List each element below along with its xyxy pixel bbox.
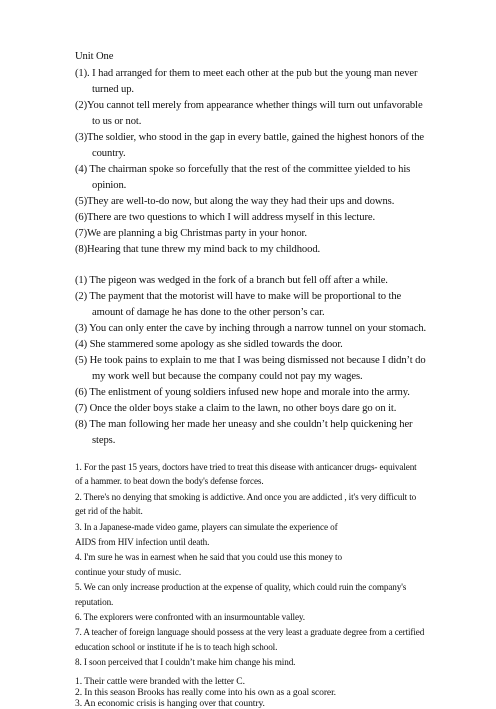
sentence-line: 1. Their cattle were branded with the letter C. <box>75 676 245 687</box>
sentence-line: 4. I'm sure he was in earnest when he said that you could use this money to <box>75 552 342 562</box>
sentence-line: 7. A teacher of foreign language should possess at the very least a graduate degree from a certified <box>75 627 425 637</box>
sentence-line: (8) The man following her made her uneasy and she couldn’t help quickening her <box>75 419 413 430</box>
sentence-line: (6) The enlistment of young soldiers infused new hope and morale into the army. <box>75 387 410 398</box>
sentence-line: of a hammer. to beat down the body's defense forces. <box>75 476 264 486</box>
sentence-line: continue your study of music. <box>75 567 181 577</box>
sentence-line: (4) The chairman spoke so forcefully that the rest of the committee yielded to his <box>75 164 411 175</box>
sentence-line: 2. In this season Brooks has really come into his own as a goal scorer. <box>75 687 336 698</box>
sentence-line: (1) The pigeon was wedged in the fork of a branch but fell off after a while. <box>75 275 388 286</box>
sentence-line: to us or not. <box>92 116 142 127</box>
sentence-line: country. <box>92 148 126 159</box>
unit-title: Unit One <box>75 51 114 62</box>
sentence-line: 3. An economic crisis is hanging over that country. <box>75 698 265 709</box>
sentence-line: (4) She stammered some apology as she sidled towards the door. <box>75 339 343 350</box>
sentence-line: amount of damage he has done to the other person’s car. <box>92 307 325 318</box>
sentence-line: (5) He took pains to explain to me that I was being dismissed not because I didn’t do <box>75 355 426 366</box>
sentence-line: 2. There's no denying that smoking is addictive. And once you are addicted , it's very difficult to <box>75 492 417 502</box>
sentence-line: 1. For the past 15 years, doctors have tried to treat this disease with anticancer drugs- equivalent <box>75 462 417 472</box>
sentence-line: (8)Hearing that tune threw my mind back to my childhood. <box>75 244 321 255</box>
sentence-line: (1). I had arranged for them to meet each other at the pub but the young man never <box>75 68 418 79</box>
sentence-line: (7) Once the older boys stake a claim to the lawn, no other boys dare go on it. <box>75 403 397 414</box>
sentence-line: 5. We can only increase production at the expense of quality, which could ruin the company's <box>75 582 407 592</box>
sentence-line: education school or institute if he is to teach high school. <box>75 642 278 652</box>
sentence-line: AIDS from HIV infection until death. <box>75 537 210 547</box>
sentence-line: (7)We are planning a big Christmas party in your honor. <box>75 228 307 239</box>
sentence-line: my work well but because the company could not pay my wages. <box>92 371 363 382</box>
sentence-line: (3)The soldier, who stood in the gap in every battle, gained the highest honors of the <box>75 132 425 143</box>
sentence-line: reputation. <box>75 597 114 607</box>
sentence-line: get rid of the habit. <box>75 506 143 516</box>
sentence-line: (3) You can only enter the cave by inching through a narrow tunnel on your stomach. <box>75 323 427 334</box>
sentence-line: steps. <box>92 435 116 446</box>
sentence-line: (5)They are well-to-do now, but along the way they had their ups and downs. <box>75 196 395 207</box>
sentence-line: opinion. <box>92 180 127 191</box>
sentence-line: 3. In a Japanese-made video game, players can simulate the experience of <box>75 522 338 532</box>
sentence-line: turned up. <box>92 84 134 95</box>
sentence-line: 8. I soon perceived that I couldn’t make him change his mind. <box>75 657 296 667</box>
sentence-line: (6)There are two questions to which I will address myself in this lecture. <box>75 212 376 223</box>
sentence-line: 6. The explorers were confronted with an insurmountable valley. <box>75 612 305 622</box>
sentence-line: (2)You cannot tell merely from appearance whether things will turn out unfavorable <box>75 100 423 111</box>
sentence-line: (2) The payment that the motorist will have to make will be proportional to the <box>75 291 402 302</box>
